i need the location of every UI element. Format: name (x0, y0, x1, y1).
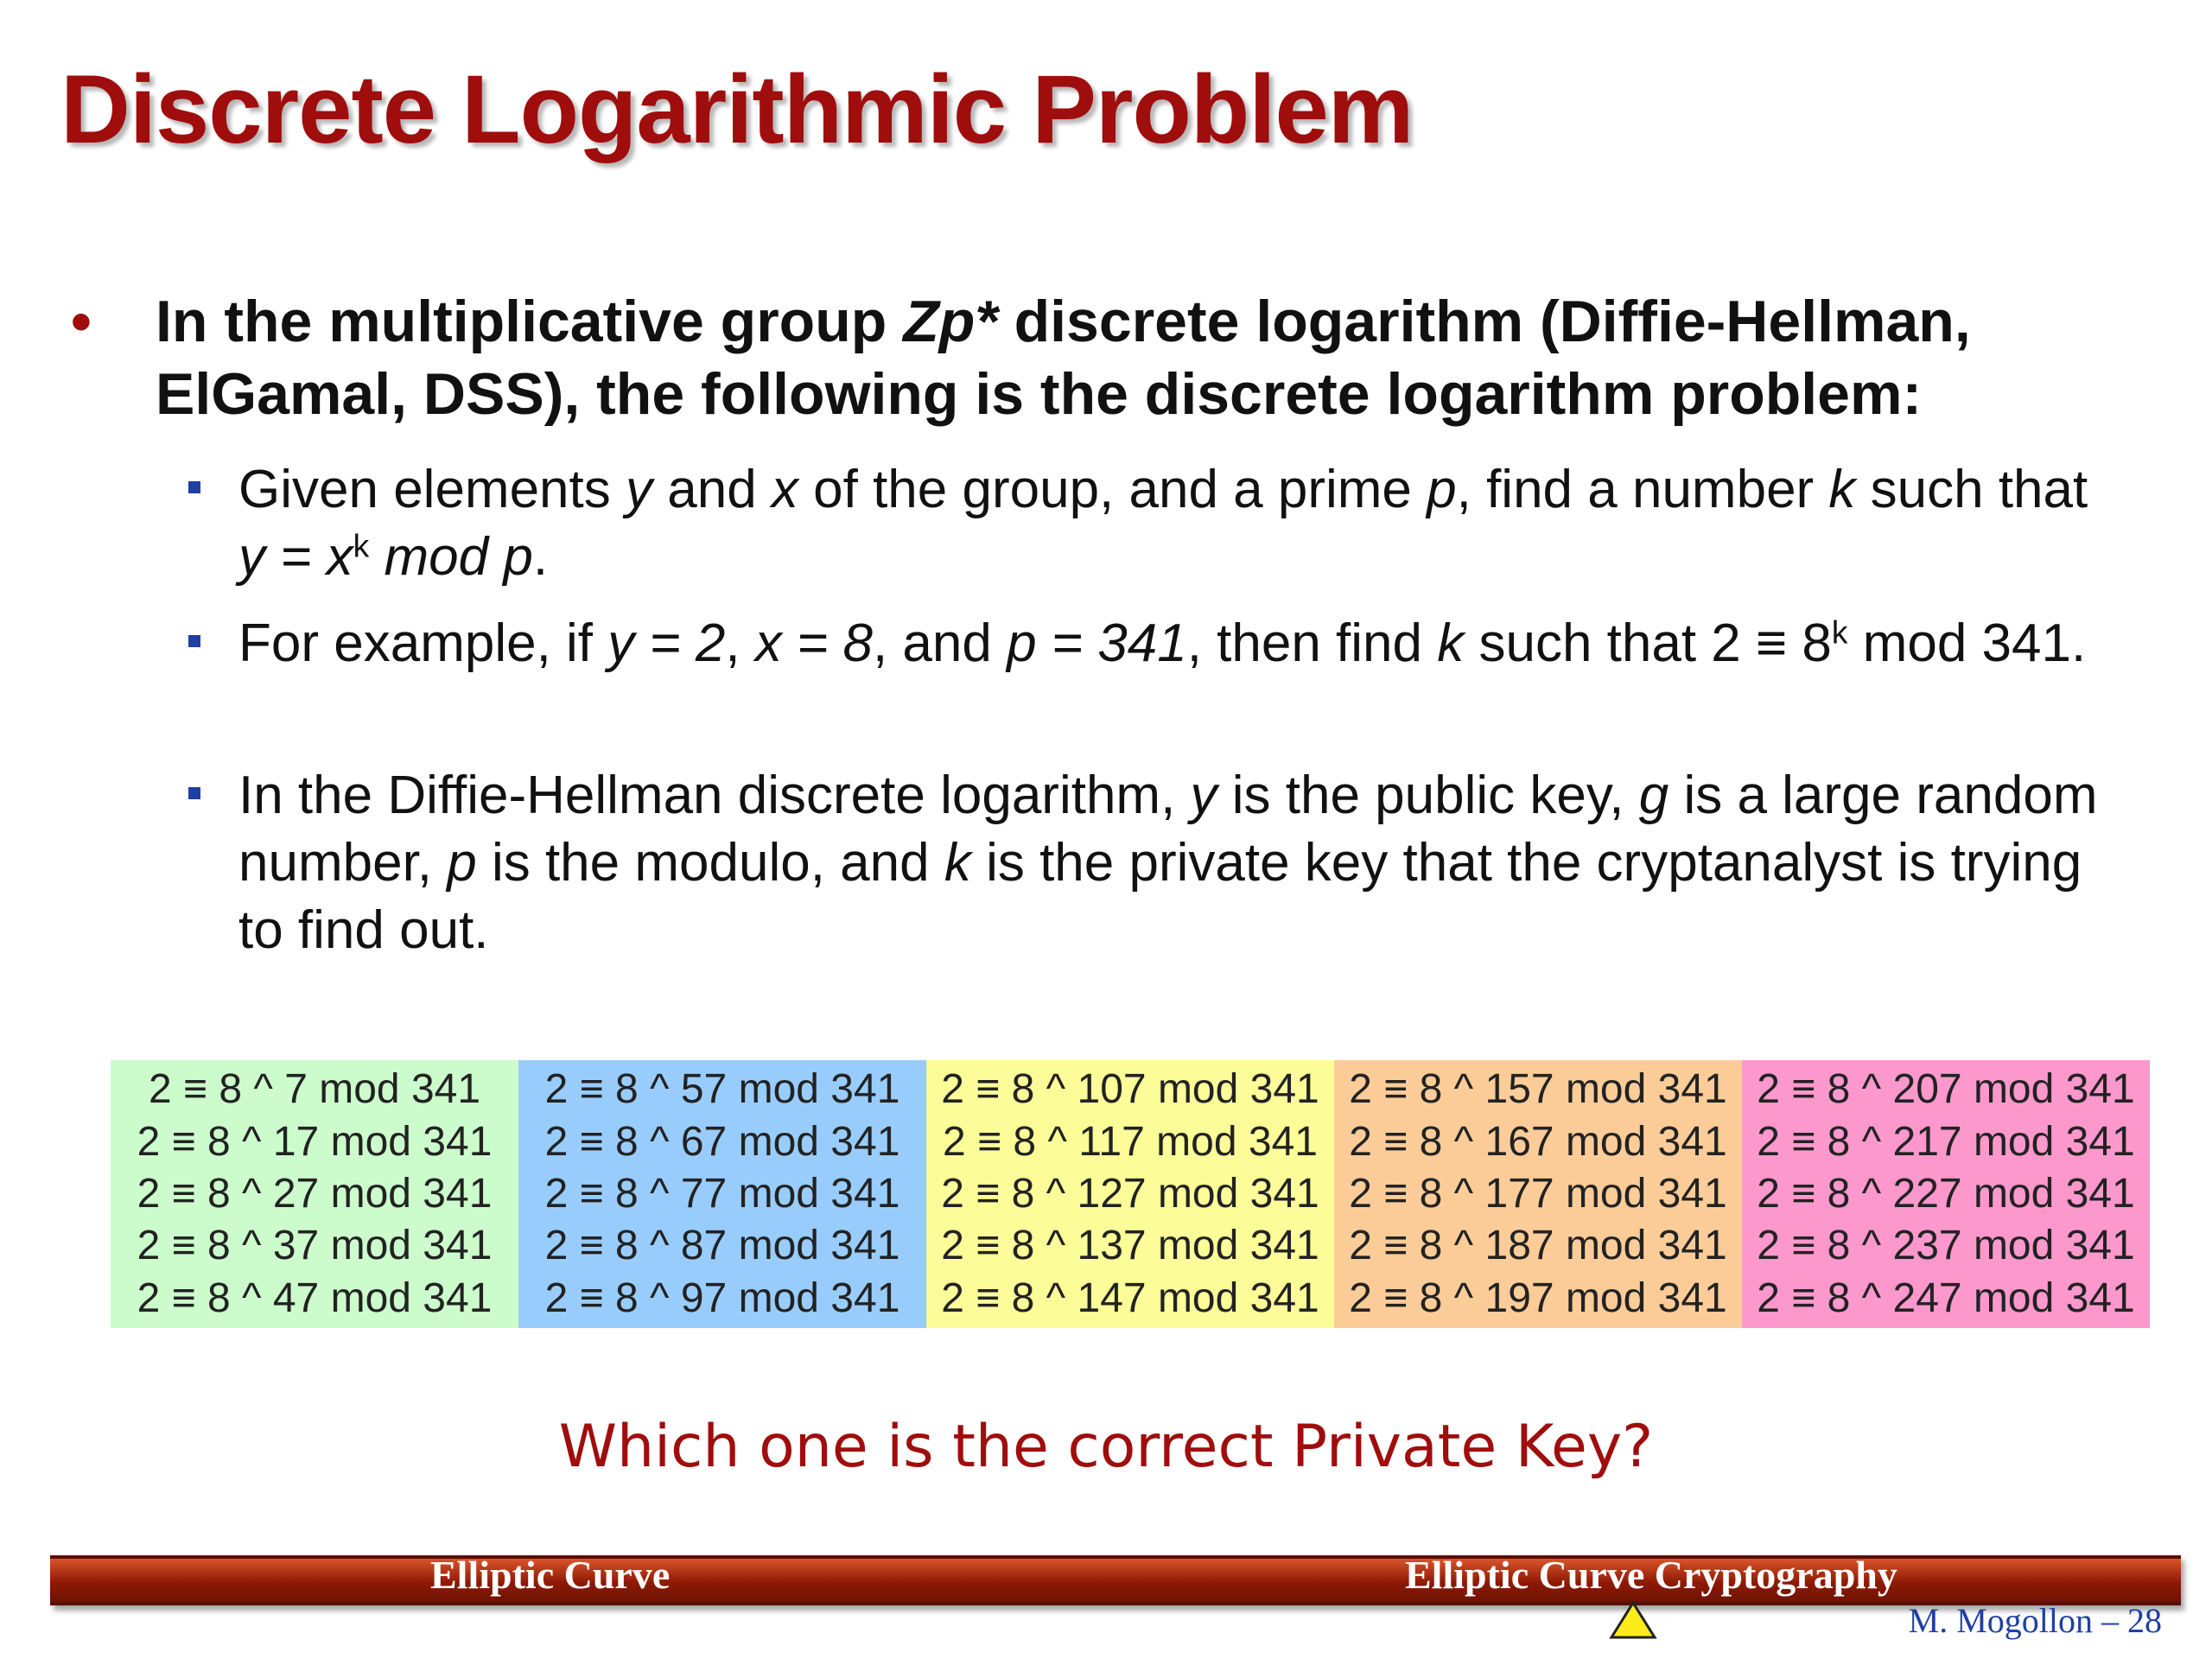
grid-cell: 2 ≡ 8 ^ 217 mod 341 (1757, 1118, 2135, 1165)
grid-column (518, 1060, 926, 1328)
page-number: M. Mogollon – 28 (1908, 1601, 2162, 1640)
grid-cell: 2 ≡ 8 ^ 157 mod 341 (1349, 1066, 1727, 1113)
sub-bullet-given: Given elements y and x of the group, and a prime p, find a number k such that $y = x^k$ mod p. (238, 460, 2088, 587)
grid-cell: 2 ≡ 8 ^ 107 mod 341 (941, 1066, 1319, 1113)
grid-cell: 2 ≡ 8 ^ 77 mod 341 (544, 1170, 900, 1217)
sub-bullet-example: For example, if y = 2, x = 8, and p = 341, then find k such that $2 \equiv 8^k$ mod 341. (238, 613, 2087, 673)
grid-cell: 2 ≡ 8 ^ 57 mod 341 (544, 1066, 900, 1113)
grid-cell: 2 ≡ 8 ^ 117 mod 341 (943, 1118, 1318, 1165)
grid-column (1334, 1060, 1742, 1328)
footer-left-label: Elliptic Curve (430, 1553, 671, 1597)
grid-cell: 2 ≡ 8 ^ 247 mod 341 (1757, 1274, 2135, 1321)
grid-cell: 2 ≡ 8 ^ 47 mod 341 (137, 1274, 493, 1321)
bullet-dot-icon: • (71, 289, 92, 354)
square-bullet-icon (188, 635, 200, 647)
grid-cell: 2 ≡ 8 ^ 127 mod 341 (941, 1170, 1319, 1217)
grid-cell: 2 ≡ 8 ^ 7 mod 341 (148, 1066, 481, 1113)
grid-cell: 2 ≡ 8 ^ 237 mod 341 (1757, 1223, 2135, 1269)
grid-cell: 2 ≡ 8 ^ 147 mod 341 (941, 1274, 1319, 1321)
square-bullet-icon (188, 481, 200, 493)
grid-cell: 2 ≡ 8 ^ 207 mod 341 (1757, 1066, 2135, 1113)
grid-cell: 2 ≡ 8 ^ 27 mod 341 (137, 1170, 493, 1217)
grid-column (1742, 1060, 2150, 1328)
question-text: Which one is the correct Private Key? (558, 1413, 1654, 1481)
grid-cell: 2 ≡ 8 ^ 187 mod 341 (1349, 1223, 1727, 1269)
sub-bullet-diffie-hellman: In the Diffie-Hellman discrete logarithm, y is the public key, g is a large random number, p is the modulo, and k is the private key that the cryptanalyst is trying to find out. (238, 766, 2098, 960)
exponent-grid (111, 1060, 2150, 1328)
grid-cell: 2 ≡ 8 ^ 37 mod 341 (137, 1223, 493, 1269)
grid-cell: 2 ≡ 8 ^ 67 mod 341 (544, 1118, 900, 1165)
grid-cell: 2 ≡ 8 ^ 227 mod 341 (1757, 1170, 2135, 1217)
grid-cell: 2 ≡ 8 ^ 17 mod 341 (137, 1118, 493, 1165)
grid-cell: 2 ≡ 8 ^ 87 mod 341 (544, 1223, 900, 1269)
grid-cell: 2 ≡ 8 ^ 167 mod 341 (1349, 1118, 1727, 1165)
grid-cell: 2 ≡ 8 ^ 97 mod 341 (544, 1274, 900, 1321)
grid-column (111, 1060, 518, 1328)
warning-triangle-icon (1609, 1600, 1657, 1640)
footer-right-label: Elliptic Curve Cryptography (1405, 1553, 1897, 1597)
grid-cell: 2 ≡ 8 ^ 137 mod 341 (941, 1223, 1319, 1269)
square-bullet-icon (188, 787, 200, 799)
grid-cell: 2 ≡ 8 ^ 197 mod 341 (1349, 1274, 1727, 1321)
grid-cell: 2 ≡ 8 ^ 177 mod 341 (1349, 1170, 1727, 1217)
slide-title: Discrete Logarithmic Problem (60, 55, 1414, 163)
main-bullet: In the multiplicative group Zp* discrete logarithm (Diffie-Hellman, ElGamal, DSS), the following is the discrete logarithm problem: (156, 289, 1971, 427)
grid-column (926, 1060, 1334, 1328)
